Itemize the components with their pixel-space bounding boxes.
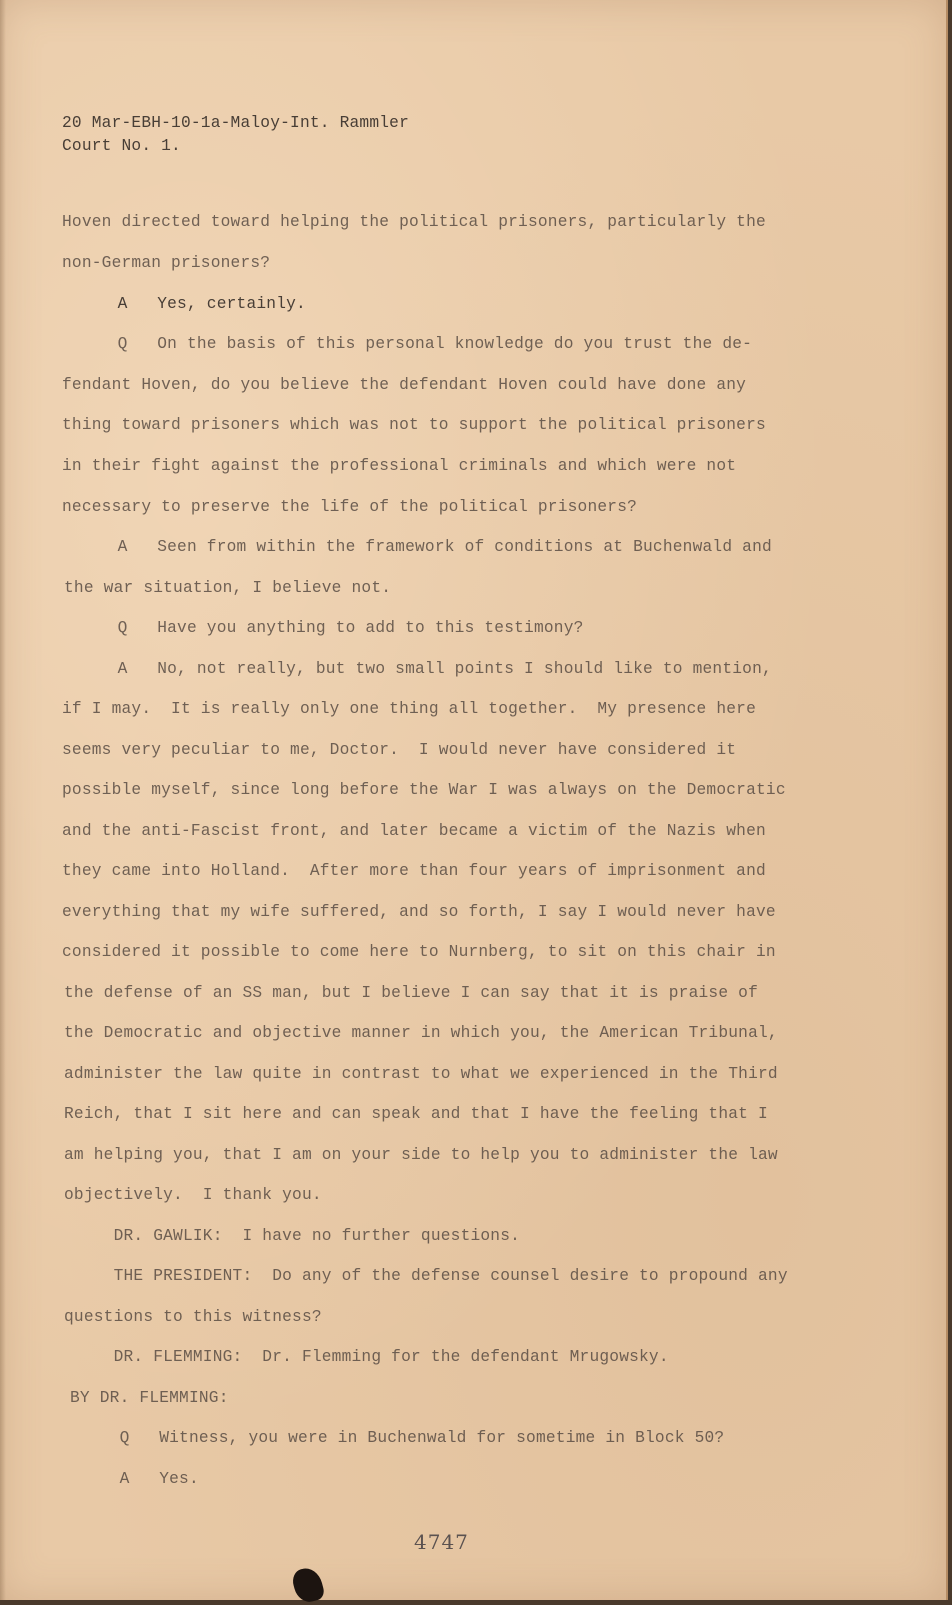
text-line: A No, not really, but two small points I should like to mention, bbox=[68, 660, 772, 678]
text-line: Reich, that I sit here and can speak and that I have the feeling that I bbox=[64, 1105, 768, 1123]
text-line: BY DR. FLEMMING: bbox=[70, 1389, 229, 1407]
text-line: possible myself, since long before the War I was always on the Democratic bbox=[62, 781, 786, 799]
text-line: objectively. I thank you. bbox=[64, 1186, 322, 1204]
page-number: 4747 bbox=[414, 1530, 469, 1554]
text-line: am helping you, that I am on your side to help you to administer the law bbox=[64, 1146, 778, 1164]
text-line: THE PRESIDENT: Do any of the defense counsel desire to propound any bbox=[64, 1267, 788, 1285]
text-line: administer the law quite in contrast to what we experienced in the Third bbox=[64, 1065, 778, 1083]
text-line: considered it possible to come here to Nurnberg, to sit on this chair in bbox=[62, 943, 776, 961]
text-line: thing toward prisoners which was not to support the political prisoners bbox=[62, 416, 766, 434]
ink-blot bbox=[290, 1565, 326, 1605]
text-line: A Seen from within the framework of conditions at Buchenwald and bbox=[68, 538, 772, 556]
text-line: if I may. It is really only one thing all together. My presence here bbox=[62, 700, 756, 718]
text-line: they came into Holland. After more than four years of imprisonment and bbox=[62, 862, 766, 880]
text-line: the Democratic and objective manner in which you, the American Tribunal, bbox=[64, 1024, 778, 1042]
text-line: non-German prisoners? bbox=[62, 254, 271, 272]
page-edge-shadow bbox=[0, 0, 6, 1600]
text-line: fendant Hoven, do you believe the defendant Hoven could have done any bbox=[62, 376, 747, 394]
text-line: DR. GAWLIK: I have no further questions. bbox=[64, 1227, 521, 1245]
text-line: questions to this witness? bbox=[64, 1308, 322, 1326]
text-line: everything that my wife suffered, and so forth, I say I would never have bbox=[62, 903, 776, 921]
text-line: Hoven directed toward helping the political prisoners, particularly the bbox=[62, 213, 766, 231]
text-line: A Yes, certainly. bbox=[68, 295, 306, 313]
text-line: the defense of an SS man, but I believe I can say that it is praise of bbox=[64, 984, 758, 1002]
text-line: seems very peculiar to me, Doctor. I would never have considered it bbox=[62, 741, 737, 759]
header-line-1: 20 Mar-EBH-10-1a-Maloy-Int. Rammler bbox=[62, 114, 409, 132]
text-line: A Yes. bbox=[70, 1470, 199, 1488]
text-line: DR. FLEMMING: Dr. Flemming for the defendant Mrugowsky. bbox=[64, 1348, 669, 1366]
text-line: necessary to preserve the life of the political prisoners? bbox=[62, 498, 638, 516]
text-line: and the anti-Fascist front, and later became a victim of the Nazis when bbox=[62, 822, 766, 840]
text-line: in their fight against the professional criminals and which were not bbox=[62, 457, 737, 475]
text-line: Q On the basis of this personal knowledge do you trust the de- bbox=[68, 335, 753, 353]
text-line: the war situation, I believe not. bbox=[64, 579, 392, 597]
header-line-2: Court No. 1. bbox=[62, 137, 181, 155]
text-line: Q Have you anything to add to this testimony? bbox=[68, 619, 584, 637]
text-line: Q Witness, you were in Buchenwald for sometime in Block 50? bbox=[70, 1429, 725, 1447]
